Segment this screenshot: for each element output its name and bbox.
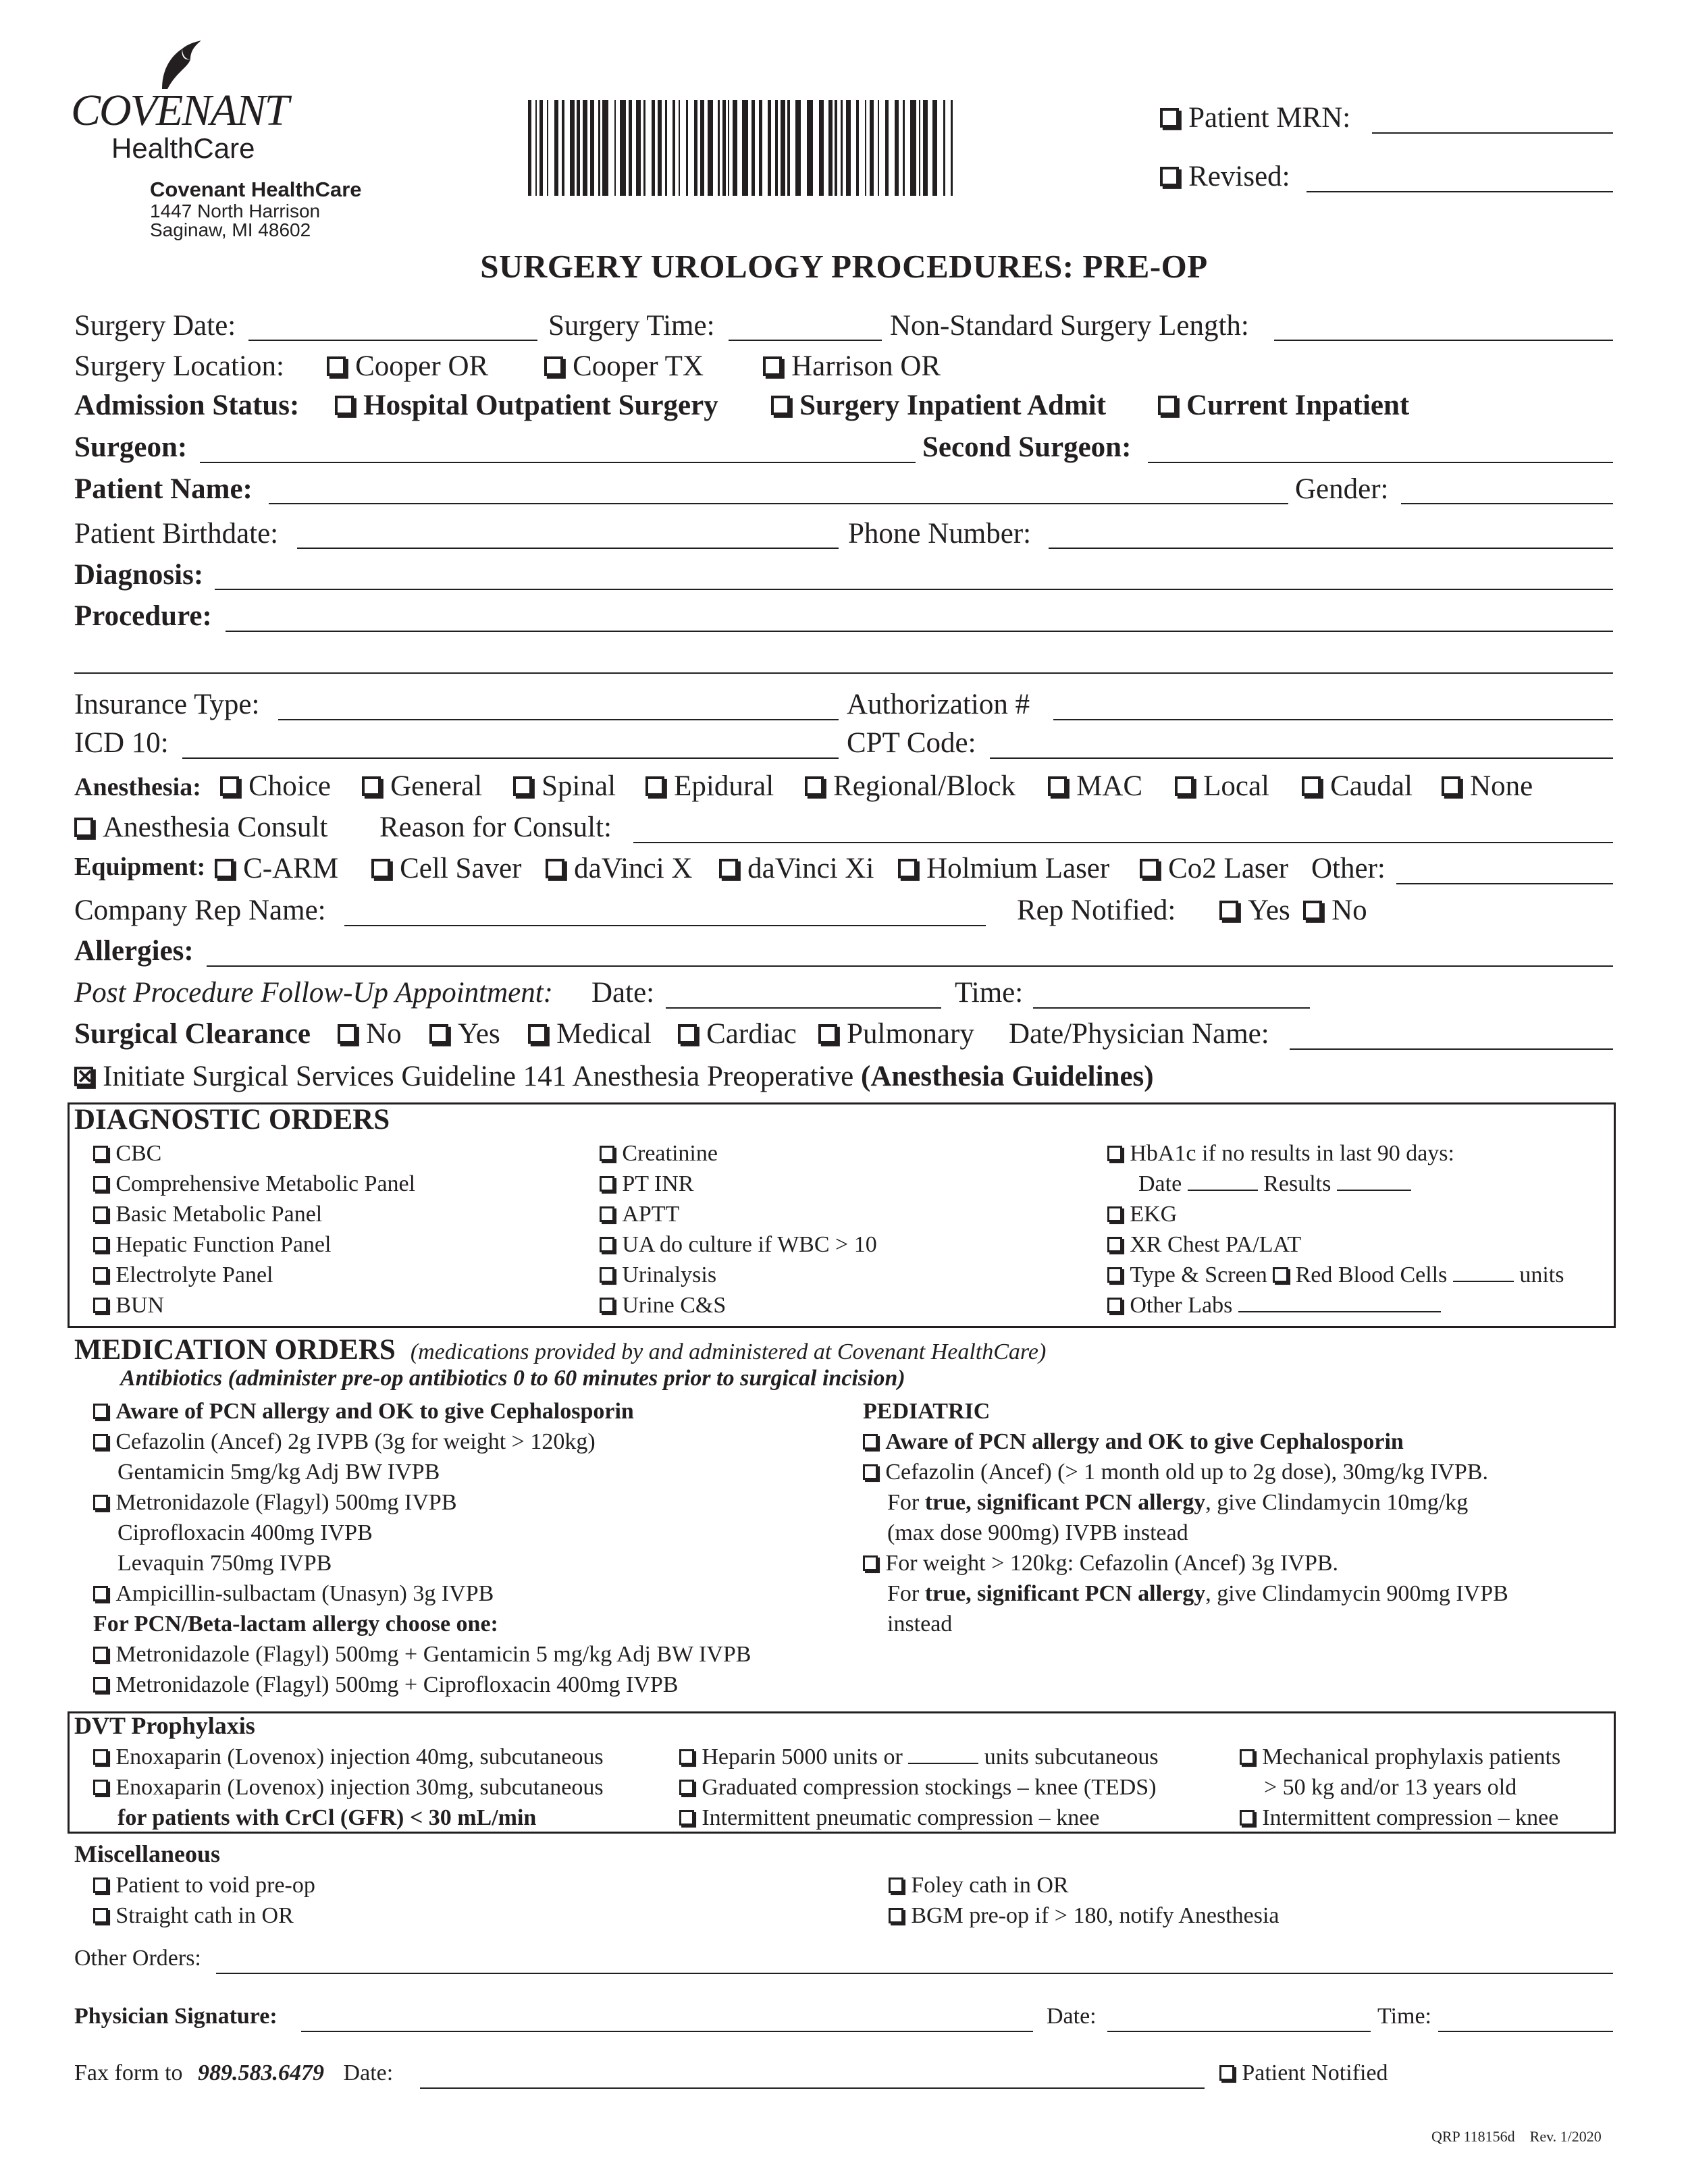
followup-date-label: Date: xyxy=(591,977,655,1009)
page-title: SURGERY UROLOGY PROCEDURES: PRE-OP xyxy=(480,248,1208,285)
pediatric-antibiotics xyxy=(863,1396,1508,1639)
allergies-label: Allergies: xyxy=(74,935,194,967)
anesthesia-general[interactable]: General xyxy=(362,770,482,803)
checkbox[interactable] xyxy=(600,1206,614,1221)
col1-item[interactable]: CBC xyxy=(93,1138,415,1169)
checkbox[interactable] xyxy=(546,859,564,878)
hba1c-item[interactable]: HbA1c if no results in last 90 days: xyxy=(1107,1138,1564,1169)
signature-date-input[interactable] xyxy=(1107,2031,1371,2032)
procedure-input-line2[interactable] xyxy=(74,672,1613,674)
dvt-stockings[interactable]: Graduated compression stockings – knee (TEDS) xyxy=(679,1772,1159,1803)
other-labs-item[interactable]: Other Labs xyxy=(1107,1290,1564,1321)
phone-label: Phone Number: xyxy=(848,518,1032,550)
phone-input[interactable] xyxy=(1049,548,1613,549)
diagnostic-col3 xyxy=(1107,1138,1564,1321)
dvt-mechanical-criteria: > 50 kg and/or 13 years old xyxy=(1264,1775,1517,1800)
checkbox[interactable] xyxy=(863,1464,878,1479)
checkbox[interactable] xyxy=(1240,1749,1255,1764)
surgery-time-input[interactable] xyxy=(729,340,882,341)
checkbox[interactable] xyxy=(763,356,782,375)
checkbox[interactable] xyxy=(1219,901,1238,920)
dvt-ipc[interactable]: Intermittent pneumatic compression – knee xyxy=(679,1803,1159,1833)
dvt-enox40[interactable]: Enoxaparin (Lovenox) injection 40mg, subcutaneous xyxy=(93,1742,604,1772)
col2-item[interactable]: Urine C&S xyxy=(600,1290,877,1321)
equipment-carm[interactable]: C-ARM xyxy=(215,852,338,885)
cpt-input[interactable] xyxy=(990,757,1613,759)
misc-straight-cath[interactable]: Straight cath in OR xyxy=(93,1900,315,1931)
checkbox[interactable] xyxy=(93,1749,108,1764)
equipment-cell-saver[interactable]: Cell Saver xyxy=(371,852,521,885)
company-rep-input[interactable] xyxy=(344,925,986,926)
patient-name-label: Patient Name: xyxy=(74,473,253,505)
misc-col1 xyxy=(93,1870,315,1931)
logo xyxy=(71,41,327,176)
rep-notified-label: Rep Notified: xyxy=(1017,895,1176,926)
org-address2: Saginaw, MI 48602 xyxy=(150,219,311,240)
checkbox[interactable] xyxy=(93,1877,108,1892)
checkbox[interactable] xyxy=(1158,396,1177,415)
checkbox[interactable] xyxy=(678,1024,697,1043)
diagnosis-label: Diagnosis: xyxy=(74,559,204,591)
checkbox[interactable] xyxy=(1273,1267,1288,1282)
col2-item[interactable]: Urinalysis xyxy=(600,1260,877,1290)
revised-field[interactable] xyxy=(1160,160,1290,193)
anesthesia-regional[interactable]: Regional/Block xyxy=(805,770,1016,803)
mrn-label: Patient MRN: xyxy=(1188,102,1351,134)
anesthesia-label: Anesthesia: xyxy=(74,773,201,801)
checkbox[interactable] xyxy=(1140,859,1159,878)
revised-input-line[interactable] xyxy=(1307,191,1613,192)
signature-time-input[interactable] xyxy=(1438,2031,1613,2032)
anesthesia-none[interactable]: None xyxy=(1442,770,1533,803)
anesthesia-local[interactable]: Local xyxy=(1175,770,1269,803)
clearance-pulmonary[interactable]: Pulmonary xyxy=(818,1017,974,1050)
pediatric-title: PEDIATRIC xyxy=(863,1399,991,1424)
diagnosis-input[interactable] xyxy=(215,589,1613,590)
other-orders-input[interactable] xyxy=(216,1973,1613,1974)
procedure-input[interactable] xyxy=(226,631,1613,632)
medication-title: MEDICATION ORDERS xyxy=(74,1334,396,1366)
clearance-medical[interactable]: Medical xyxy=(528,1017,652,1050)
checkbox[interactable] xyxy=(93,1267,108,1282)
checkbox[interactable] xyxy=(327,356,346,375)
anesthesia-caudal[interactable]: Caudal xyxy=(1302,770,1413,803)
checkbox[interactable] xyxy=(93,1495,108,1510)
dvt-crcl: for patients with CrCl (GFR) < 30 mL/min xyxy=(117,1805,537,1830)
checkbox[interactable] xyxy=(429,1024,448,1043)
location-harrison-or[interactable]: Harrison OR xyxy=(763,350,941,383)
adult-cefazolin[interactable]: Cefazolin (Ancef) 2g IVPB (3g for weight > 120kg) xyxy=(93,1427,751,1457)
surgery-date-label: Surgery Date: xyxy=(74,310,236,342)
checked-checkbox-icon[interactable] xyxy=(74,1067,93,1086)
second-surgeon-input[interactable] xyxy=(1148,462,1613,463)
equipment-davinci-xi[interactable]: daVinci Xi xyxy=(719,852,874,885)
checkbox[interactable] xyxy=(1107,1146,1122,1161)
clearance-no[interactable]: No xyxy=(338,1017,402,1050)
checkbox[interactable] xyxy=(1048,776,1067,795)
fax-label: Fax form to xyxy=(74,2060,183,2085)
col1-item[interactable]: Hepatic Function Panel xyxy=(93,1229,415,1260)
checkbox[interactable] xyxy=(93,1206,108,1221)
checkbox[interactable] xyxy=(93,1586,108,1601)
patient-mrn-field[interactable] xyxy=(1160,101,1350,134)
misc-foley[interactable]: Foley cath in OR xyxy=(889,1870,1279,1900)
date-physician-label: Date/Physician Name: xyxy=(1009,1018,1269,1050)
checkbox[interactable] xyxy=(1442,776,1460,795)
col2-item[interactable]: UA do culture if WBC > 10 xyxy=(600,1229,877,1260)
col1-item[interactable]: Electrolyte Panel xyxy=(93,1260,415,1290)
checkbox[interactable] xyxy=(679,1780,694,1794)
dvt-enox30[interactable]: Enoxaparin (Lovenox) injection 30mg, subcutaneous xyxy=(93,1772,604,1803)
checkbox[interactable] xyxy=(215,859,234,878)
adult-cipro: Ciprofloxacin 400mg IVPB xyxy=(117,1520,373,1545)
checkbox[interactable] xyxy=(889,1908,903,1923)
org-address1: 1447 North Harrison xyxy=(150,201,321,221)
pediatric-clinda-900: For true, significant PCN allergy, give Clindamycin 900mg IVPB xyxy=(887,1581,1508,1606)
checkbox[interactable] xyxy=(93,1677,108,1692)
adult-ampicillin[interactable]: Ampicillin-sulbactam (Unasyn) 3g IVPB xyxy=(93,1578,751,1609)
admission-status-label: Admission Status: xyxy=(74,390,300,421)
location-cooper-or[interactable]: Cooper OR xyxy=(327,350,488,383)
misc-title: Miscellaneous xyxy=(74,1840,220,1867)
adult-gentamicin: Gentamicin 5mg/kg Adj BW IVPB xyxy=(117,1460,440,1485)
admission-current-inpatient[interactable]: Current Inpatient xyxy=(1158,389,1409,422)
fax-row xyxy=(74,2060,393,2086)
checkbox[interactable] xyxy=(1240,1810,1255,1825)
equipment-co2[interactable]: Co2 Laser xyxy=(1140,852,1288,885)
checkbox[interactable] xyxy=(1302,776,1321,795)
checkbox[interactable] xyxy=(1219,2065,1234,2080)
antibiotics-note: Antibiotics (administer pre-op antibiotics 0 to 60 minutes prior to surgical incision) xyxy=(120,1366,905,1391)
reason-consult-label: Reason for Consult: xyxy=(379,811,612,843)
followup-time-input[interactable] xyxy=(1033,1007,1310,1009)
checkbox[interactable] xyxy=(371,859,390,878)
gender-label: Gender: xyxy=(1295,473,1389,505)
logo-name: COVENANT xyxy=(71,86,288,135)
checkbox[interactable] xyxy=(93,1404,108,1418)
procedure-label: Procedure: xyxy=(74,600,212,632)
checkbox[interactable] xyxy=(719,859,738,878)
checkbox[interactable] xyxy=(805,776,824,795)
dvt-mechanical[interactable]: Mechanical prophylaxis patients xyxy=(1240,1742,1560,1772)
checkbox[interactable] xyxy=(1107,1206,1122,1221)
ekg-item[interactable]: EKG xyxy=(1107,1199,1564,1229)
checkbox[interactable] xyxy=(93,1780,108,1794)
surgery-time-label: Surgery Time: xyxy=(548,310,715,342)
medication-subtitle: (medications provided by and administered at Covenant HealthCare) xyxy=(410,1339,1047,1364)
misc-bgm[interactable]: BGM pre-op if > 180, notify Anesthesia xyxy=(889,1900,1279,1931)
checkbox[interactable] xyxy=(863,1555,878,1570)
checkbox[interactable] xyxy=(898,859,917,878)
initiate-guideline[interactable]: Initiate Surgical Services Guideline 141 Anesthesia Preoperative (Anesthesia Guidelines) xyxy=(74,1060,1154,1093)
signature-time-label: Time: xyxy=(1377,2004,1432,2029)
physician-signature-label: Physician Signature: xyxy=(74,2004,278,2029)
form-code: QRP 118156d Rev. 1/2020 xyxy=(1431,2128,1602,2145)
checkbox[interactable] xyxy=(600,1267,614,1282)
pediatric-aware-pcn[interactable]: Aware of PCN allergy and OK to give Cephalosporin xyxy=(863,1427,1508,1457)
fax-number: 989.583.6479 xyxy=(198,2060,325,2085)
icd10-label: ICD 10: xyxy=(74,727,169,759)
checkbox[interactable] xyxy=(93,1298,108,1312)
clearance-label: Surgical Clearance xyxy=(74,1018,311,1050)
adult-metro-genta[interactable]: Metronidazole (Flagyl) 500mg + Gentamicin 5 mg/kg Adj BW IVPB xyxy=(93,1639,751,1670)
xr-item[interactable]: XR Chest PA/LAT xyxy=(1107,1229,1564,1260)
reason-consult-input[interactable] xyxy=(633,842,1613,843)
col2-item[interactable]: PT INR xyxy=(600,1169,877,1199)
followup-time-label: Time: xyxy=(955,977,1024,1009)
pediatric-weight[interactable]: For weight > 120kg: Cefazolin (Ancef) 3g IVPB. xyxy=(863,1548,1508,1578)
equipment-holmium[interactable]: Holmium Laser xyxy=(898,852,1109,885)
checkbox[interactable] xyxy=(335,396,354,415)
barcode xyxy=(528,100,955,196)
checkbox[interactable] xyxy=(513,776,532,795)
mrn-input-line[interactable] xyxy=(1372,132,1613,134)
surgery-date-input[interactable] xyxy=(248,340,537,341)
clearance-yes[interactable]: Yes xyxy=(429,1017,500,1050)
equipment-other-input[interactable] xyxy=(1396,883,1613,884)
rep-notified-yes[interactable]: Yes xyxy=(1219,894,1290,927)
logo-flame-icon xyxy=(155,41,203,91)
physician-signature-input[interactable] xyxy=(301,2031,1033,2032)
checkbox[interactable] xyxy=(93,1908,108,1923)
checkbox[interactable] xyxy=(600,1146,614,1161)
other-orders-label: Other Orders: xyxy=(74,1946,201,1971)
checkbox[interactable] xyxy=(600,1237,614,1252)
equipment-label: Equipment: xyxy=(74,853,206,881)
icd10-input[interactable] xyxy=(182,757,839,759)
misc-void[interactable]: Patient to void pre-op xyxy=(93,1870,315,1900)
checkbox[interactable] xyxy=(220,776,239,795)
checkbox[interactable] xyxy=(600,1176,614,1191)
anesthesia-choice[interactable]: Choice xyxy=(220,770,331,803)
checkbox[interactable] xyxy=(1107,1298,1122,1312)
checkbox[interactable] xyxy=(93,1146,108,1161)
col1-item[interactable]: Basic Metabolic Panel xyxy=(93,1199,415,1229)
checkbox[interactable] xyxy=(863,1434,878,1449)
pediatric-max-dose: (max dose 900mg) IVPB instead xyxy=(887,1520,1188,1545)
checkbox[interactable] xyxy=(1303,901,1322,920)
surgeon-label: Surgeon: xyxy=(74,431,188,463)
anesthesia-consult[interactable]: Anesthesia Consult xyxy=(74,811,327,844)
equipment-davinci-x[interactable]: daVinci X xyxy=(546,852,692,885)
checkbox[interactable] xyxy=(544,356,563,375)
dvt-col3 xyxy=(1240,1742,1560,1833)
adult-metronidazole[interactable]: Metronidazole (Flagyl) 500mg IVPB xyxy=(93,1487,751,1518)
anesthesia-epidural[interactable]: Epidural xyxy=(645,770,774,803)
col1-item[interactable]: BUN xyxy=(93,1290,415,1321)
checkbox[interactable] xyxy=(93,1434,108,1449)
date-physician-input[interactable] xyxy=(1290,1048,1613,1050)
revised-label: Revised: xyxy=(1188,161,1290,192)
checkbox[interactable] xyxy=(645,776,664,795)
checkbox[interactable] xyxy=(1175,776,1194,795)
followup-label: Post Procedure Follow-Up Appointment: xyxy=(74,977,553,1009)
nonstandard-length-label: Non-Standard Surgery Length: xyxy=(890,310,1249,342)
insurance-input[interactable] xyxy=(278,719,839,720)
checkbox[interactable] xyxy=(771,396,790,415)
followup-date-input[interactable] xyxy=(666,1007,941,1009)
surgery-location-label: Surgery Location: xyxy=(74,350,284,382)
misc-col2 xyxy=(889,1870,1279,1931)
checkbox[interactable] xyxy=(93,1176,108,1191)
pcn-choose-label: For PCN/Beta-lactam allergy choose one: xyxy=(93,1612,498,1636)
checkbox[interactable] xyxy=(93,1237,108,1252)
dvt-col1 xyxy=(93,1742,604,1833)
hba1c-date-results[interactable]: Date Results xyxy=(1107,1169,1564,1199)
signature-date-label: Date: xyxy=(1047,2004,1097,2029)
patient-notified[interactable]: Patient Notified xyxy=(1219,2060,1388,2086)
dvt-title: DVT Prophylaxis xyxy=(74,1712,255,1739)
birthdate-label: Patient Birthdate: xyxy=(74,518,279,550)
clearance-cardiac[interactable]: Cardiac xyxy=(678,1017,797,1050)
equipment-other-label: Other: xyxy=(1311,853,1386,884)
diagnostic-col2 xyxy=(600,1138,877,1321)
surgeon-input[interactable] xyxy=(200,462,916,463)
pediatric-cefazolin[interactable]: Cefazolin (Ancef) (> 1 month old up to 2g dose), 30mg/kg IVPB. xyxy=(863,1457,1508,1487)
checkbox[interactable] xyxy=(338,1024,357,1043)
gender-input[interactable] xyxy=(1401,503,1613,504)
col1-item[interactable]: Comprehensive Metabolic Panel xyxy=(93,1169,415,1199)
dvt-heparin[interactable]: Heparin 5000 units or units subcutaneous xyxy=(679,1742,1159,1772)
fax-date-label: Date: xyxy=(343,2060,394,2085)
location-cooper-tx[interactable]: Cooper TX xyxy=(544,350,704,383)
logo-sub: HealthCare xyxy=(111,132,255,164)
admission-inpatient-admit[interactable]: Surgery Inpatient Admit xyxy=(771,389,1106,422)
checkbox[interactable] xyxy=(600,1298,614,1312)
checkbox[interactable] xyxy=(362,776,381,795)
admission-outpatient[interactable]: Hospital Outpatient Surgery xyxy=(335,389,718,422)
checkbox[interactable] xyxy=(528,1024,547,1043)
col2-item[interactable]: APTT xyxy=(600,1199,877,1229)
revised-checkbox[interactable] xyxy=(1160,167,1179,186)
anesthesia-mac[interactable]: MAC xyxy=(1048,770,1142,803)
authorization-label: Authorization # xyxy=(847,689,1030,720)
patient-name-input[interactable] xyxy=(269,503,1288,504)
checkbox[interactable] xyxy=(679,1749,694,1764)
authorization-input[interactable] xyxy=(1053,719,1613,720)
nonstandard-length-input[interactable] xyxy=(1274,340,1613,341)
adult-antibiotics xyxy=(93,1396,751,1700)
org-name: Covenant HealthCare xyxy=(150,178,362,201)
pediatric-clinda-10: For true, significant PCN allergy, give Clindamycin 10mg/kg xyxy=(887,1490,1469,1515)
anesthesia-row xyxy=(74,770,201,803)
adult-metro-cipro[interactable]: Metronidazole (Flagyl) 500mg + Ciprofloxacin 400mg IVPB xyxy=(93,1670,751,1700)
diagnostic-col1 xyxy=(93,1138,415,1321)
dvt-intermittent[interactable]: Intermittent compression – knee xyxy=(1240,1803,1560,1833)
checkbox[interactable] xyxy=(1107,1237,1122,1252)
company-rep-label: Company Rep Name: xyxy=(74,895,326,926)
type-screen-item[interactable]: Type & Screen Red Blood Cells units xyxy=(1107,1260,1564,1290)
second-surgeon-label: Second Surgeon: xyxy=(922,431,1132,463)
medication-header xyxy=(74,1333,1046,1366)
mrn-checkbox[interactable] xyxy=(1160,108,1179,127)
checkbox[interactable] xyxy=(818,1024,837,1043)
fax-date-input[interactable] xyxy=(420,2087,1205,2089)
col2-item[interactable]: Creatinine xyxy=(600,1138,877,1169)
cpt-label: CPT Code: xyxy=(847,727,976,759)
checkbox[interactable] xyxy=(679,1810,694,1825)
anesthesia-spinal[interactable]: Spinal xyxy=(513,770,616,803)
diagnostic-title: DIAGNOSTIC ORDERS xyxy=(74,1104,390,1136)
rep-notified-no[interactable]: No xyxy=(1303,894,1367,927)
pediatric-instead: instead xyxy=(887,1612,953,1636)
adult-levaquin: Levaquin 750mg IVPB xyxy=(117,1551,332,1576)
insurance-label: Insurance Type: xyxy=(74,689,260,720)
checkbox[interactable] xyxy=(74,818,93,836)
allergies-input[interactable] xyxy=(207,965,1613,967)
checkbox[interactable] xyxy=(93,1647,108,1661)
dvt-col2 xyxy=(679,1742,1159,1833)
checkbox[interactable] xyxy=(1107,1267,1122,1282)
checkbox[interactable] xyxy=(889,1877,903,1892)
adult-aware-pcn[interactable]: Aware of PCN allergy and OK to give Cephalosporin xyxy=(93,1396,751,1427)
birthdate-input[interactable] xyxy=(297,548,839,549)
